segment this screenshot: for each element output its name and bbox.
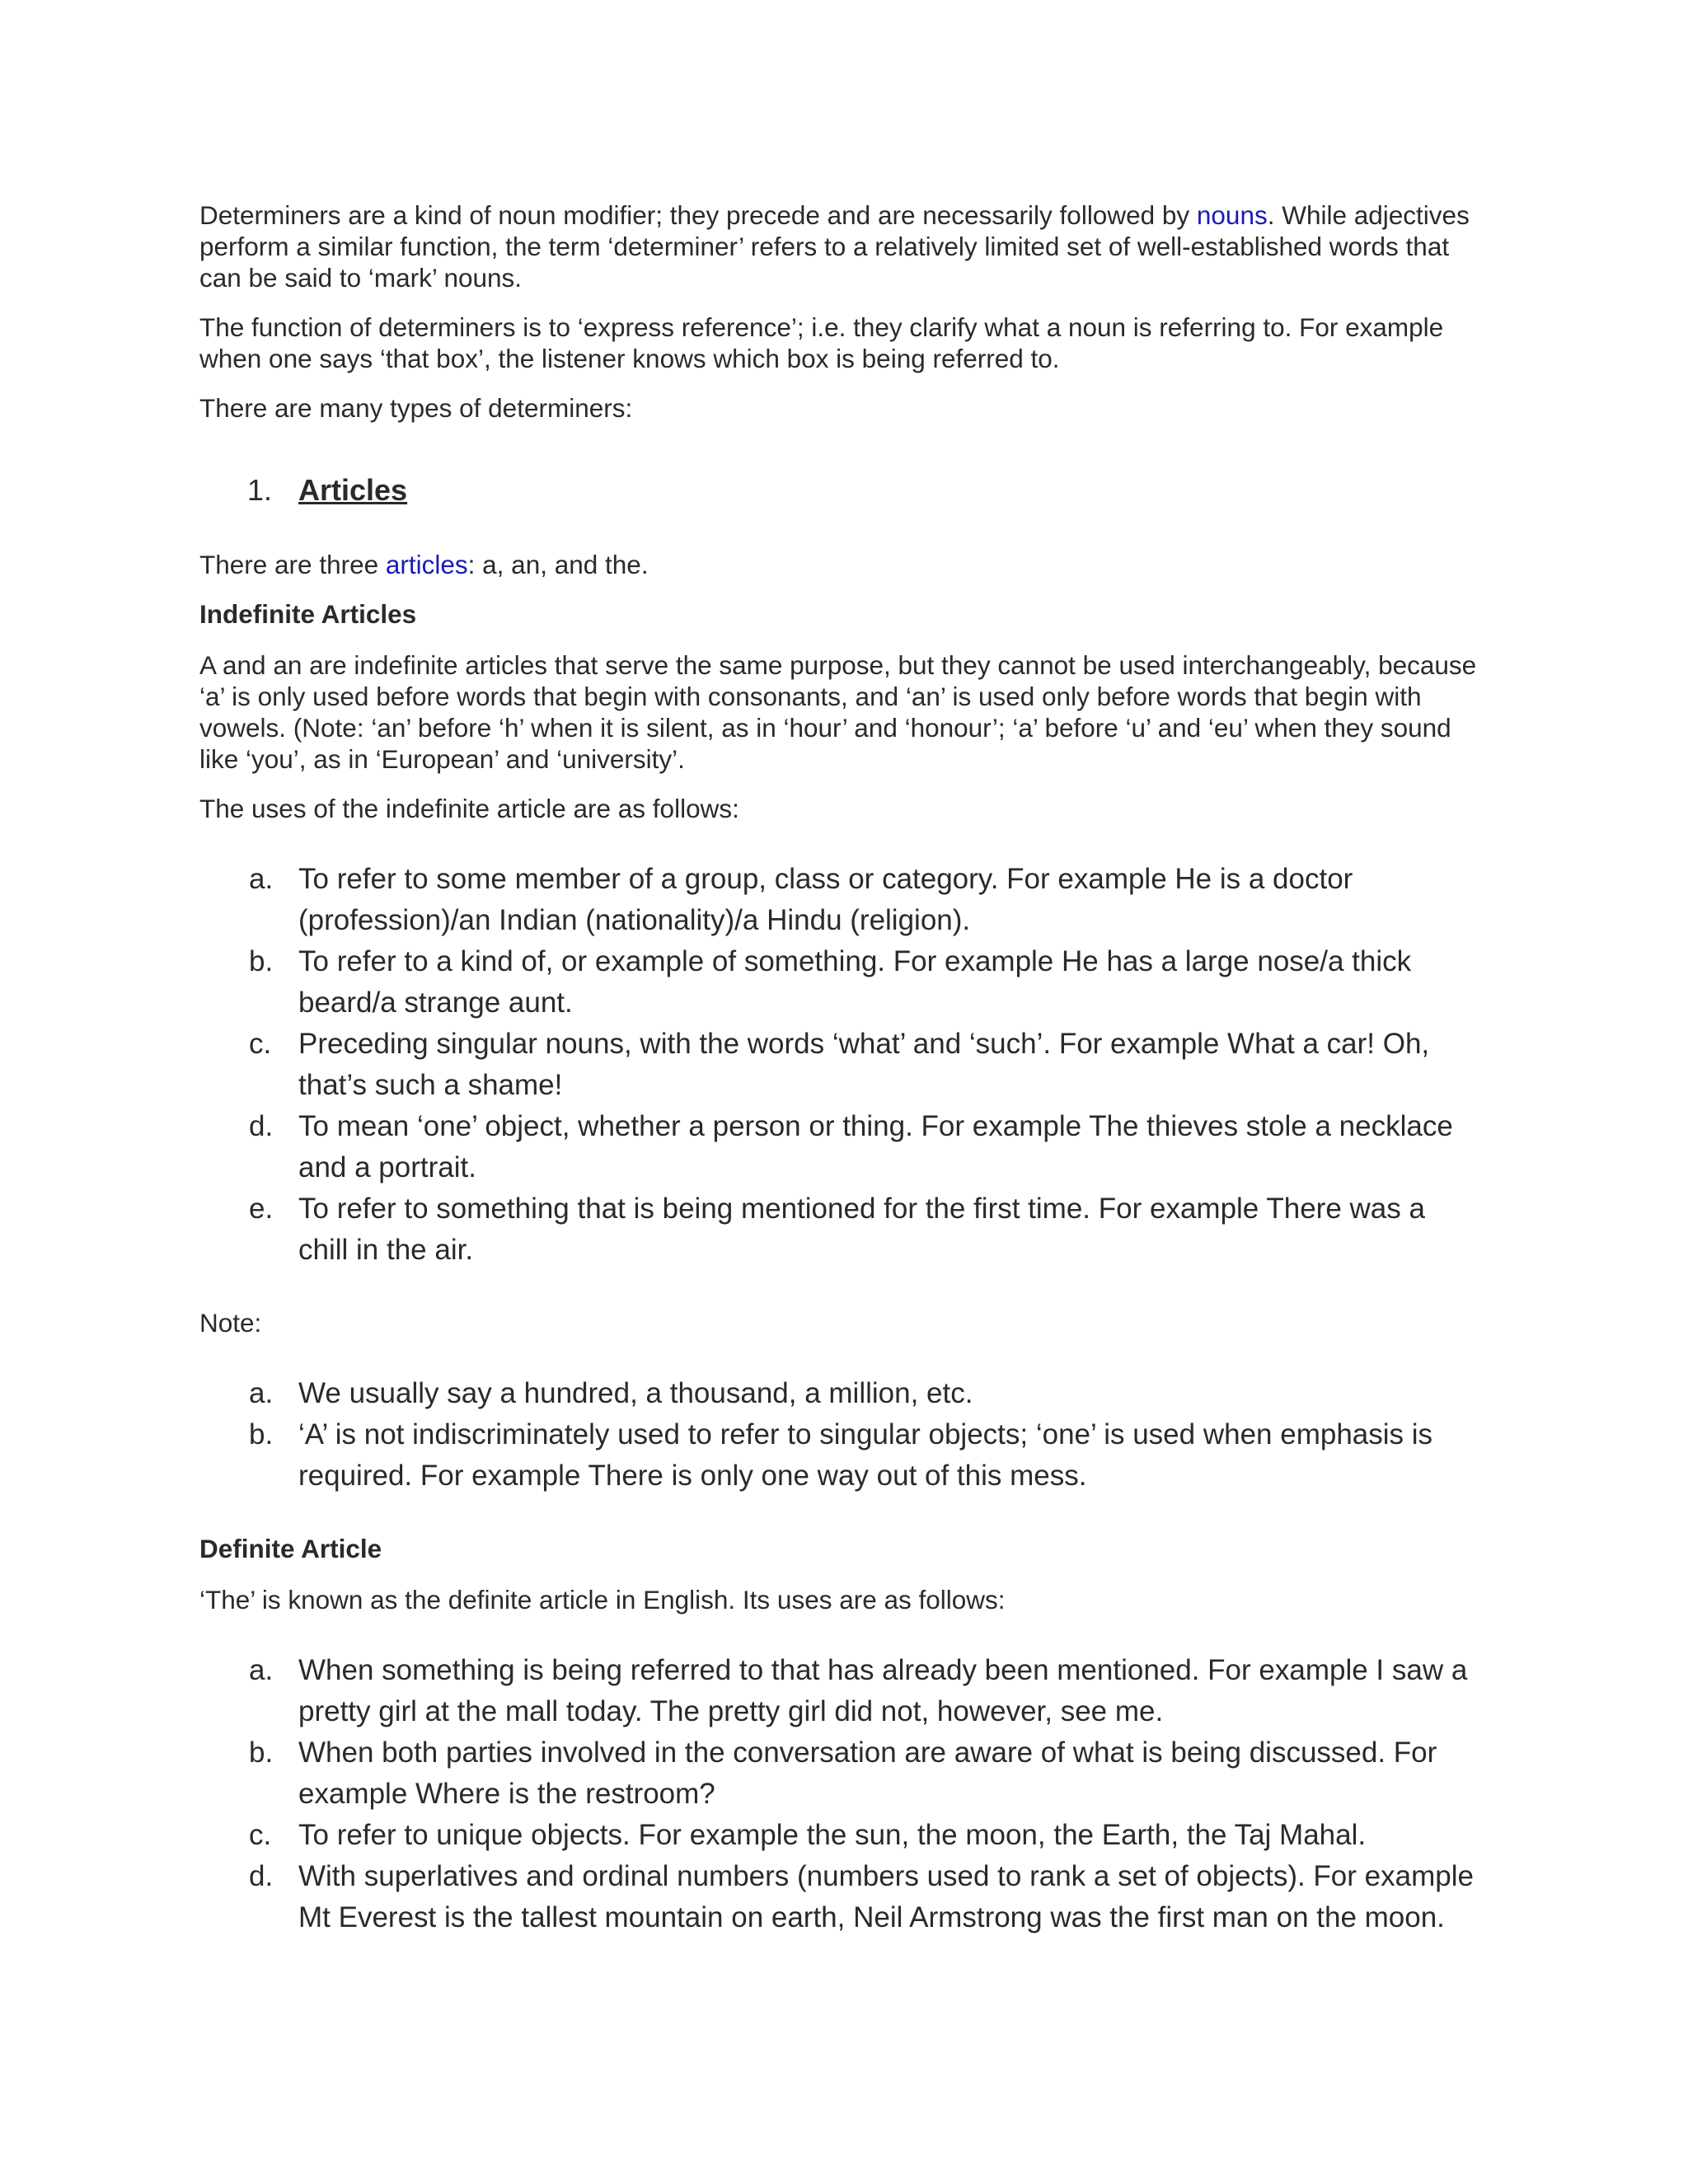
list-marker: a. <box>249 1377 274 1409</box>
indefinite-paragraph-1: A and an are indefinite articles that serve the same purpose, but they cannot be used interchangeably, because ‘a’ is only used before words that begin with consonants, and ‘an’ is used only before words that begin with vowels. (Note: ‘an’ before ‘h’ when it is silent, as in ‘hour’ and ‘honour’; ‘a’ before ‘u’ and ‘eu’ when they sound like ‘you’, as in ‘European’ and ‘university’. <box>199 650 1477 774</box>
list-marker: a. <box>249 863 274 895</box>
list-item-text: To refer to unique objects. For example the sun, the moon, the Earth, the Taj Mahal. <box>298 1819 1367 1851</box>
articles-text-before: There are three <box>199 550 386 579</box>
nouns-link[interactable]: nouns <box>1196 200 1268 230</box>
list-item-text: To refer to a kind of, or example of something. For example He has a large nose/a thick beard/a strange aunt. <box>298 945 1412 1019</box>
section-heading-articles <box>199 473 1482 508</box>
list-item <box>199 1414 1482 1497</box>
list-item-text: Preceding singular nouns, with the words ‘what’ and ‘such’. For example What a car! Oh, that’s such a shame! <box>298 1028 1430 1101</box>
list-item <box>199 1373 1482 1414</box>
list-item <box>199 1815 1482 1856</box>
list-marker: b. <box>249 1736 274 1769</box>
intro-p1-text-after: . While adjectives perform a similar function, the term ‘determiner’ refers to a relatively limited set of well-established words that can be said to ‘mark’ nouns. <box>199 200 1470 293</box>
intro-paragraph-3: There are many types of determiners: <box>199 393 633 423</box>
list-item <box>199 1856 1482 1938</box>
articles-text-after: : a, an, and the. <box>467 550 649 579</box>
list-item-text: To refer to something that is being mentioned for the first time. For example There was a chill in the air. <box>298 1193 1425 1266</box>
articles-link[interactable]: articles <box>385 550 468 579</box>
section-number: 1. <box>247 473 273 507</box>
list-item-text: To mean ‘one’ object, whether a person or thing. For example The thieves stole a necklace and a portrait. <box>298 1110 1453 1183</box>
list-marker: b. <box>249 945 274 977</box>
list-item <box>199 859 1482 941</box>
definite-article-heading: Definite Article <box>199 1534 382 1563</box>
list-item-text: When both parties involved in the conversation are aware of what is being discussed. For example Where is the restroom? <box>298 1736 1437 1810</box>
indefinite-articles-heading: Indefinite Articles <box>199 599 417 629</box>
intro-paragraph-2: The function of determiners is to ‘express reference’; i.e. they clarify what a noun is referring to. For example when one says ‘that box’, the listener knows which box is being referred to. <box>199 312 1444 373</box>
list-item-text: We usually say a hundred, a thousand, a million, etc. <box>298 1377 973 1409</box>
indefinite-uses-list <box>199 859 1482 1271</box>
note-label: Note: <box>199 1308 262 1338</box>
list-item <box>199 941 1482 1024</box>
list-marker: d. <box>249 1110 274 1142</box>
list-item <box>199 1024 1482 1106</box>
list-item <box>199 1650 1482 1732</box>
intro-paragraph-1 <box>199 199 1482 293</box>
list-item-text: ‘A’ is not indiscriminately used to refer to singular objects; ‘one’ is used when emphasis is required. For example There is only one way out of this mess. <box>298 1418 1433 1492</box>
note-list <box>199 1373 1482 1497</box>
intro-p1-text-before: Determiners are a kind of noun modifier; they precede and are necessarily followed by <box>199 200 1197 230</box>
list-item <box>199 1732 1482 1815</box>
list-marker: a. <box>249 1654 274 1686</box>
section-title: Articles <box>298 473 408 507</box>
list-marker: e. <box>249 1193 274 1225</box>
list-item-text: To refer to some member of a group, class or category. For example He is a doctor (profession)/an Indian (nationality)/a Hindu (religion). <box>298 863 1353 936</box>
document-body <box>199 199 1482 1975</box>
list-marker: d. <box>249 1860 274 1892</box>
list-item <box>199 1188 1482 1271</box>
indefinite-paragraph-2: The uses of the indefinite article are as follows: <box>199 794 739 823</box>
list-marker: c. <box>249 1819 272 1851</box>
list-marker: b. <box>249 1418 274 1451</box>
definite-paragraph-1: ‘The’ is known as the definite article in English. Its uses are as follows: <box>199 1585 1006 1615</box>
articles-paragraph <box>199 549 1482 580</box>
list-item <box>199 1106 1482 1188</box>
list-item-text: When something is being referred to that has already been mentioned. For example I saw a pretty girl at the mall today. The pretty girl did not, however, see me. <box>298 1654 1468 1727</box>
definite-uses-list <box>199 1650 1482 1938</box>
list-marker: c. <box>249 1028 272 1060</box>
list-item-text: With superlatives and ordinal numbers (numbers used to rank a set of objects). For example Mt Everest is the tallest mountain on earth, Neil Armstrong was the first man on the moon. <box>298 1860 1474 1933</box>
